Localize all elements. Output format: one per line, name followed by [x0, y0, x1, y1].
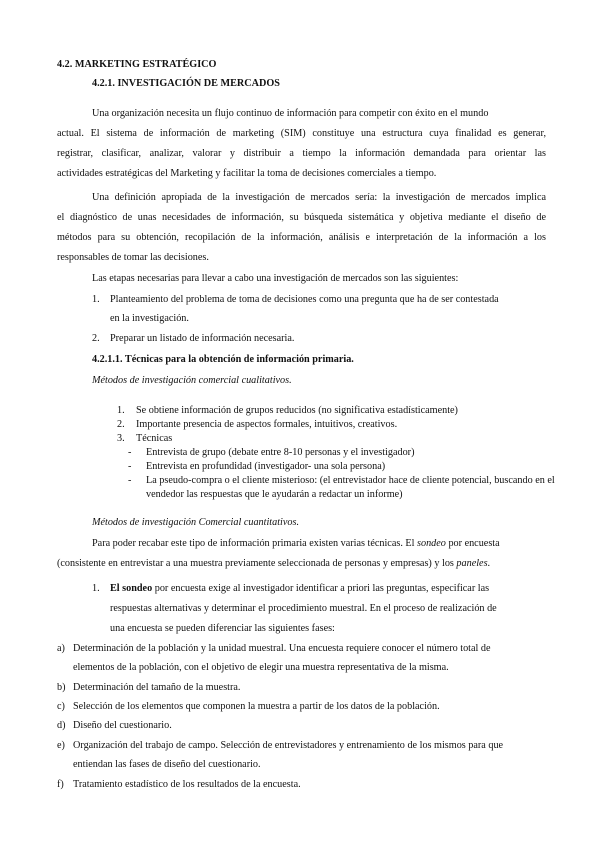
list-number: 2.: [92, 333, 100, 344]
phase-letter: e): [57, 740, 65, 751]
paragraph-1-line: registrar, clasificar, analizar, valorar y distribuir a tiempo la información demandada para orientar las: [57, 148, 546, 159]
paragraph-1-line: Una organización necesita un flujo continuo de información para competir con éxito en el mundo: [92, 108, 489, 119]
phase-item: Organización del trabajo de campo. Selección de entrevistadores y entrenamiento de los mismos para que: [73, 740, 504, 751]
technique-item: La pseudo-compra o el cliente misterioso: (el entrevistador hace de cliente potencial, buscando en el: [146, 475, 555, 486]
bullet-dash: -: [128, 447, 132, 458]
phase-item: Selección de los elementos que componen la muestra a partir de los datos de la población.: [73, 701, 440, 712]
phase-item: Diseño del cuestionario.: [73, 720, 172, 731]
sondeo-line: El sondeo por encuesta exige al investigador identificar a priori las preguntas, especificar las: [110, 583, 490, 594]
sondeo-line: respuestas alternativas y determinar el procedimiento muestral. En el proceso de realización de: [110, 603, 497, 614]
phase-item: Determinación del tamaño de la muestra.: [73, 682, 241, 693]
quantitative-heading: Métodos de investigación Comercial cuantitativos.: [92, 517, 300, 528]
list-item: Preparar un listado de información necesaria.: [110, 333, 295, 344]
phase-letter: d): [57, 720, 66, 731]
paragraph-2-line: el diagnóstico de unas necesidades de información, su búsqueda sistemática y objetiva mediante el diseño de: [57, 212, 546, 223]
phase-letter: b): [57, 682, 66, 693]
sondeo-line: una encuesta se pueden diferenciar las siguientes fases:: [110, 623, 335, 634]
list-item: Se obtiene información de grupos reducidos (no significativa estadísticamente): [136, 405, 458, 416]
list-number: 1.: [117, 405, 125, 416]
list-item: Planteamiento del problema de toma de decisiones como una pregunta que ha de ser contestada: [110, 294, 499, 305]
subsection-title: 4.2.1. INVESTIGACIÓN DE MERCADOS: [92, 78, 280, 89]
paragraph-2-line: métodos para su obtención, recopilación de la información, análisis e interpretación de la información a los: [57, 232, 546, 243]
list-item: Técnicas: [136, 433, 173, 444]
stages-intro: Las etapas necesarias para llevar a cabo una investigación de mercados son las siguientes:: [92, 273, 459, 284]
quantitative-intro-line: Para poder recabar este tipo de información primaria existen varias técnicas. El sondeo por encuesta: [92, 538, 500, 549]
subsection-heading: 4.2.1.1. Técnicas para la obtención de información primaria.: [92, 354, 354, 365]
paragraph-1-line: actual. El sistema de información de marketing (SIM) constituye una estructura cuya finalidad es generar,: [57, 128, 546, 139]
technique-item: Entrevista en profundidad (investigador- una sola persona): [146, 461, 386, 472]
paragraph-1-line: actividades estratégicas del Marketing y facilitar la toma de decisiones comerciales a tiempo.: [57, 168, 437, 179]
section-title: 4.2. MARKETING ESTRATÉGICO: [57, 59, 217, 70]
list-number: 3.: [117, 433, 125, 444]
bullet-dash: -: [128, 461, 132, 472]
list-number: 1.: [92, 583, 100, 594]
technique-item: Entrevista de grupo (debate entre 8-10 personas y el investigador): [146, 447, 415, 458]
list-item: en la investigación.: [110, 313, 189, 324]
qualitative-heading: Métodos de investigación comercial cualitativos.: [92, 375, 292, 386]
phase-letter: f): [57, 779, 64, 790]
phase-item: elementos de la población, con el objetivo de elegir una muestra representativa de la misma.: [73, 662, 449, 673]
list-item: Importante presencia de aspectos formales, intuitivos, creativos.: [136, 419, 398, 430]
list-number: 2.: [117, 419, 125, 430]
bullet-dash: -: [128, 475, 132, 486]
technique-item: vendedor las respuestas que le ayudarán a redactar un informe): [146, 489, 403, 500]
phase-item: Determinación de la población y la unidad muestral. Una encuesta requiere conocer el número total de: [73, 643, 491, 654]
quantitative-intro-line: (consistente en entrevistar a una muestra previamente seleccionada de personas y empresas) y los paneles.: [57, 558, 491, 569]
phase-item: entiendan las fases de diseño del cuestionario.: [73, 759, 261, 770]
list-number: 1.: [92, 294, 100, 305]
phase-item: Tratamiento estadístico de los resultados de la encuesta.: [73, 779, 301, 790]
phase-letter: a): [57, 643, 65, 654]
paragraph-2-line: responsables de tomar las decisiones.: [57, 252, 209, 263]
phase-letter: c): [57, 701, 65, 712]
paragraph-2-line: Una definición apropiada de la investigación de mercados sería: la investigación de mercados implica: [92, 192, 546, 203]
